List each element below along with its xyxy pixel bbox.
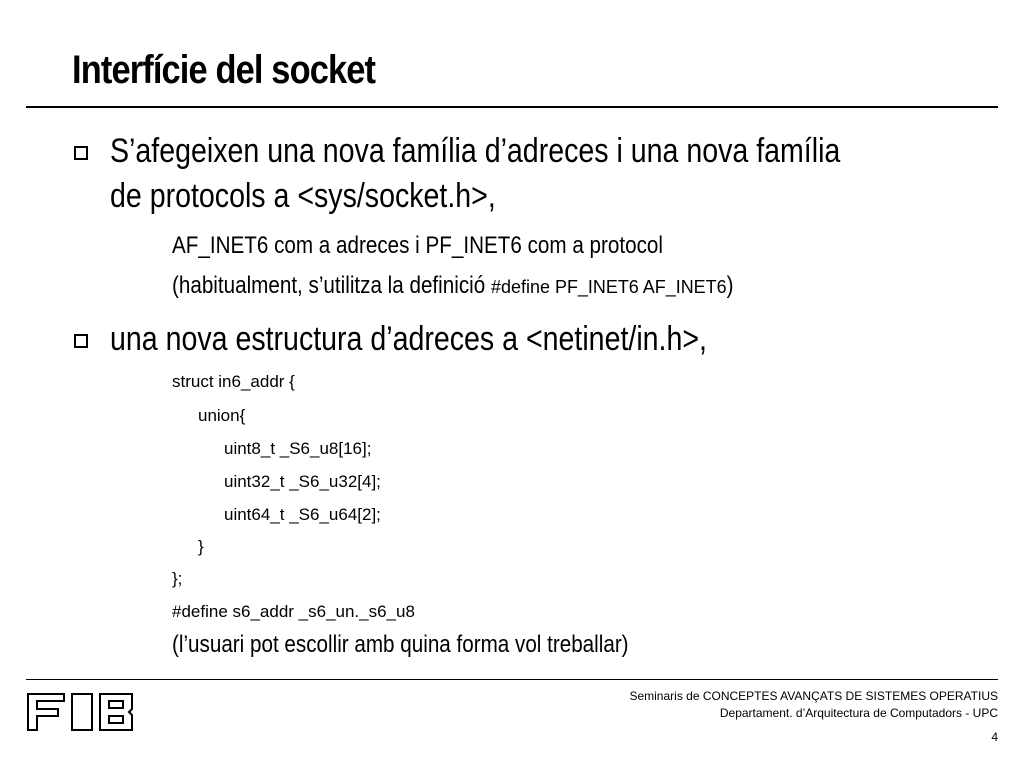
footer-course: Seminaris de CONCEPTES AVANÇATS DE SISTEMES OPERATIUS bbox=[629, 689, 998, 703]
fib-logo bbox=[26, 690, 138, 734]
code-line-8: #define s6_addr _s6_un._s6_u8 bbox=[172, 602, 415, 621]
code-line-7: }; bbox=[172, 569, 183, 588]
sub-item-2-code: #define PF_INET6 AF_INET6 bbox=[490, 277, 727, 297]
bullet-box-1 bbox=[74, 146, 88, 160]
slide-title: Interfície del socket bbox=[72, 48, 376, 92]
sub-item-2-suffix: ) bbox=[726, 272, 734, 299]
sub-item-1: AF_INET6 com a adreces i PF_INET6 com a protocol bbox=[172, 232, 663, 259]
code-line-4: uint32_t _S6_u32[4]; bbox=[224, 472, 381, 491]
closing-note: (l’usuari pot escollir amb quina forma vol treballar) bbox=[172, 631, 629, 658]
footer-department: Departament. d’Arquitectura de Computadors - UPC bbox=[719, 706, 998, 720]
bullet-1-line-1: S’afegeixen una nova família d’adreces i una nova família bbox=[110, 132, 841, 170]
code-line-3: uint8_t _S6_u8[16]; bbox=[224, 439, 372, 458]
page-number: 4 bbox=[991, 730, 998, 744]
code-line-2: union{ bbox=[198, 406, 246, 425]
code-line-5: uint64_t _S6_u64[2]; bbox=[224, 505, 381, 524]
bullet-2-text: una nova estructura d’adreces a <netinet/in.h>, bbox=[110, 320, 707, 358]
sub-item-2 bbox=[172, 272, 734, 300]
title-divider bbox=[26, 106, 998, 108]
bullet-1-line-2: de protocols a <sys/socket.h>, bbox=[110, 177, 496, 215]
code-line-6: } bbox=[198, 537, 204, 556]
bullet-box-2 bbox=[74, 334, 88, 348]
sub-item-2-prefix: (habitualment, s’utilitza la definició bbox=[172, 272, 491, 299]
code-line-1: struct in6_addr { bbox=[172, 372, 295, 391]
footer-divider bbox=[26, 679, 998, 680]
